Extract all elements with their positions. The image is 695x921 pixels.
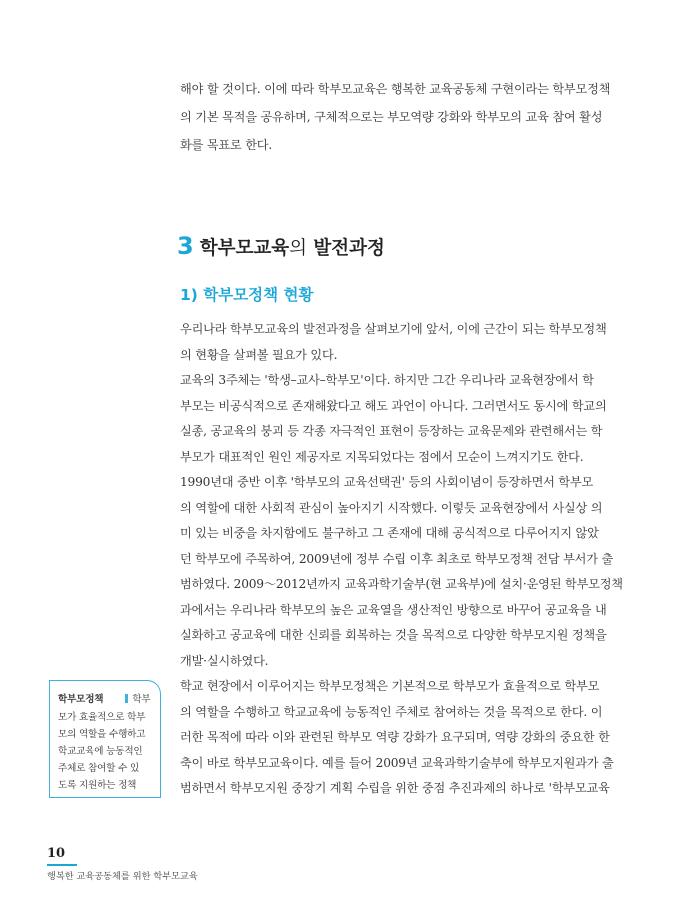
sidebox-divider	[125, 694, 128, 703]
intro-paragraph	[180, 80, 626, 160]
body-line: 1990년대 중반 이후 '학부모의 교육선택권' 등의 사회이념이 등장하면서 학부모	[180, 475, 594, 489]
body-line: 던 학부모에 주목하여, 2009년에 정부 수립 이후 최초로 학부모정책 전담 부서가 출	[180, 552, 614, 566]
intro-line: 화를 목표로 한다.	[180, 138, 273, 152]
body-line: 과에서는 우리나라 학부모의 높은 교육열을 생산적인 방향으로 바꾸어 공교육을 내	[180, 603, 607, 617]
sidebox-text: 주체로 참여할 수 있	[58, 763, 140, 774]
glossary-sidebox	[49, 680, 161, 798]
page-number: 10	[47, 846, 66, 861]
body-line: 범하면서 학부모지원 중장기 계획 수립을 위한 중점 추진과제의 하나로 '학부모교육	[180, 781, 610, 795]
sidebox-text: 학교교육에 능동적인	[58, 746, 143, 757]
body-line: 교육의 3주체는 '학생–교사–학부모'이다. 하지만 그간 우리나라 교육현장에서 학	[180, 373, 594, 387]
section-title-bold: 학부모교육	[199, 238, 290, 259]
sidebox-first-line	[58, 691, 150, 705]
sidebox-text: 모가 효율적으로 학부	[58, 712, 146, 723]
body-line: 학교 현장에서 이루어지는 학부모정책은 기본적으로 학부모가 효율적으로 학부모	[180, 679, 600, 693]
body-line: 우리나라 학부모교육의 발전과정을 살펴보기에 앞서, 이에 근간이 되는 학부모정책	[180, 322, 607, 336]
body-line: 의 역할을 수행하고 학교교육에 능동적인 주체로 참여하는 것을 목적으로 한다. 이	[180, 705, 603, 719]
body-line: 미 있는 비중을 차지함에도 불구하고 그 존재에 대해 공식적으로 다루어지지 않았	[180, 526, 599, 540]
sidebox-term: 학부모정책	[58, 694, 104, 705]
sidebox-text: 학부	[132, 694, 151, 705]
body-line: 러한 목적에 따라 이와 관련된 학부모 역량 강화가 요구되며, 역량 강화의 중요한 한	[180, 730, 610, 744]
section-heading	[177, 232, 385, 262]
body-line: 축이 바로 학부모교육이다. 예를 들어 2009년 교육과학기술부에 학부모지원과가 출	[180, 756, 614, 770]
body-line: 실화하고 공교육에 대한 신뢰를 회복하는 것을 목적으로 다양한 학부모지원 정책을	[180, 628, 607, 642]
body-line: 실종, 공교육의 붕괴 등 각종 자극적인 표현이 등장하는 교육문제와 관련해서는 학	[180, 424, 603, 438]
intro-line: 해야 할 것이다. 이에 따라 학부모교육은 행복한 교육공동체 구현이라는 학부모정책	[180, 82, 611, 96]
body-line: 범하였다. 2009～2012년까지 교육과학기술부(현 교육부)에 설치·운영된 학부모정책	[180, 577, 623, 591]
body-line: 개발·실시하였다.	[180, 654, 269, 668]
main-body	[180, 320, 626, 840]
section-title-rest: 발전과정	[306, 238, 385, 259]
body-line: 의 현황을 살펴볼 필요가 있다.	[180, 348, 338, 362]
section-title-particle: 의	[289, 238, 307, 259]
section-number: 3	[177, 232, 194, 260]
body-line: 부모가 대표적인 원인 제공자로 지목되었다는 점에서 모순이 느껴지기도 한다.	[180, 450, 584, 464]
body-line: 의 역할에 대한 사회적 관심이 높아지기 시작했다. 이렇듯 교육현장에서 사실상 의	[180, 501, 603, 515]
running-footer-title: 행복한 교육공동체를 위한 학부모교육	[47, 871, 198, 882]
body-line: 부모는 비공식적으로 존재해왔다고 해도 과언이 아니다. 그러면서도 동시에 학교의	[180, 399, 607, 413]
sidebox-text: 모의 역할을 수행하고	[58, 729, 146, 740]
intro-line: 의 기본 목적을 공유하며, 구체적으로는 부모역량 강화와 학부모의 교육 참여 활성	[180, 110, 603, 124]
page-number-rule	[47, 864, 77, 866]
subsection-heading: 1) 학부모정책 현황	[180, 286, 314, 304]
sidebox-text: 도록 지원하는 정책	[58, 780, 137, 791]
